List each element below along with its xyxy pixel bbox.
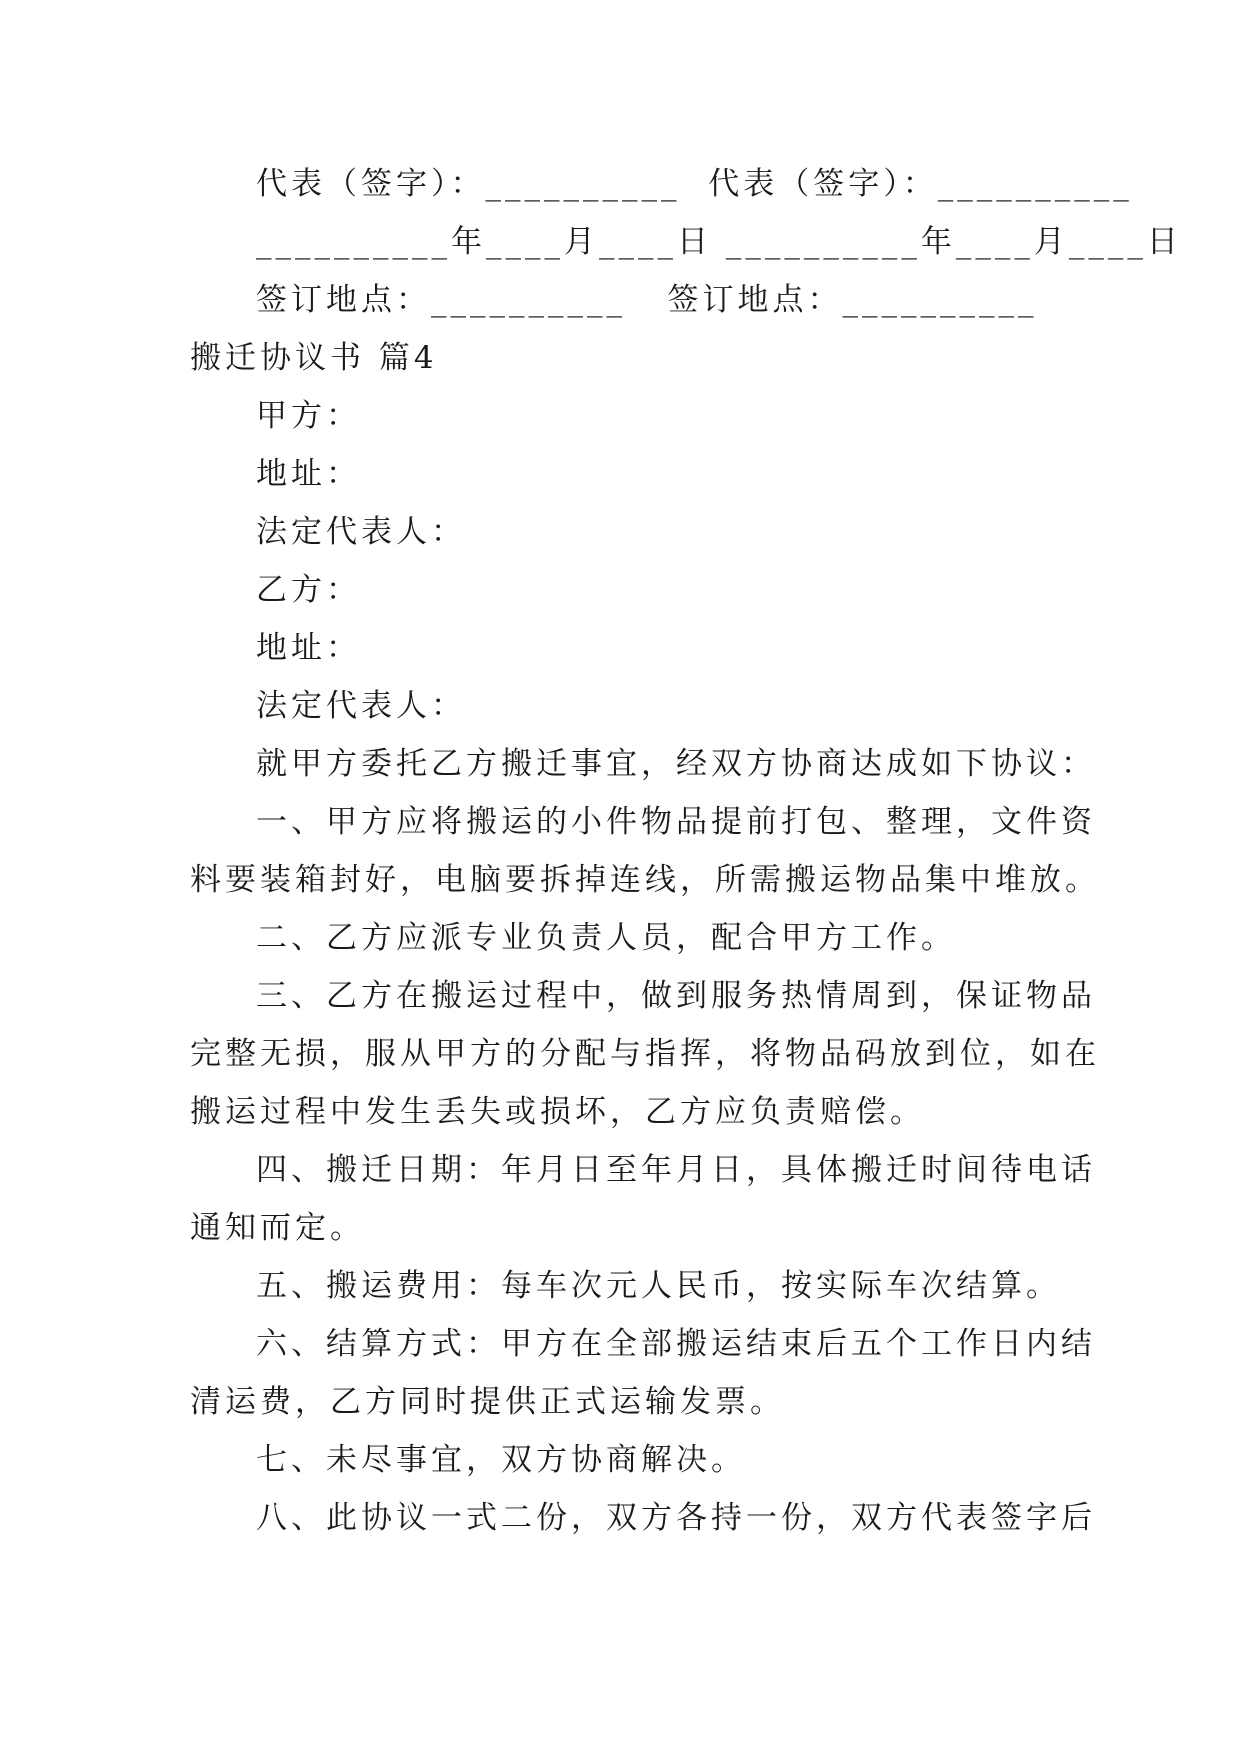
clause-5: 五、搬运费用：每车次元人民币，按实际车次结算。 — [256, 1268, 1061, 1304]
signing-place-line: 签订地点：__________ 签订地点：__________ — [256, 282, 1038, 318]
clause-3-line-1: 三、乙方在搬运过程中，做到服务热情周到，保证物品 — [256, 978, 1096, 1014]
clause-7: 七、未尽事宜，双方协商解决。 — [256, 1442, 746, 1478]
party-a-label: 甲方： — [256, 398, 361, 434]
intro-paragraph: 就甲方委托乙方搬迁事宜，经双方协商达成如下协议： — [256, 746, 1096, 782]
party-a-representative: 法定代表人： — [256, 514, 466, 550]
party-b-label: 乙方： — [256, 572, 361, 608]
party-b-address: 地址： — [256, 630, 361, 666]
date-line: __________年____月____日 __________年____月____日 — [256, 224, 1182, 260]
clause-8-line-1: 八、此协议一式二份，双方各持一份，双方代表签字后 — [256, 1500, 1096, 1536]
clause-6-line-1: 六、结算方式：甲方在全部搬运结束后五个工作日内结 — [256, 1326, 1096, 1362]
clause-6-line-2: 清运费，乙方同时提供正式运输发票。 — [190, 1384, 785, 1420]
clause-3-line-2: 完整无损，服从甲方的分配与指挥，将物品码放到位，如在 — [190, 1036, 1100, 1072]
clause-4-line-1: 四、搬迁日期：年月日至年月日，具体搬迁时间待电话 — [256, 1152, 1096, 1188]
clause-1-line-2: 料要装箱封好，电脑要拆掉连线，所需搬运物品集中堆放。 — [190, 862, 1100, 898]
section-heading: 搬迁协议书 篇4 — [190, 340, 438, 376]
clause-3-line-3: 搬运过程中发生丢失或损坏，乙方应负责赔偿。 — [190, 1094, 925, 1130]
clause-2: 二、乙方应派专业负责人员，配合甲方工作。 — [256, 920, 956, 956]
signature-line: 代表（签字）：__________ 代表（签字）：__________ — [256, 166, 1133, 202]
party-b-representative: 法定代表人： — [256, 688, 466, 724]
party-a-address: 地址： — [256, 456, 361, 492]
clause-4-line-2: 通知而定。 — [190, 1210, 365, 1246]
clause-1-line-1: 一、甲方应将搬运的小件物品提前打包、整理，文件资 — [256, 804, 1096, 840]
